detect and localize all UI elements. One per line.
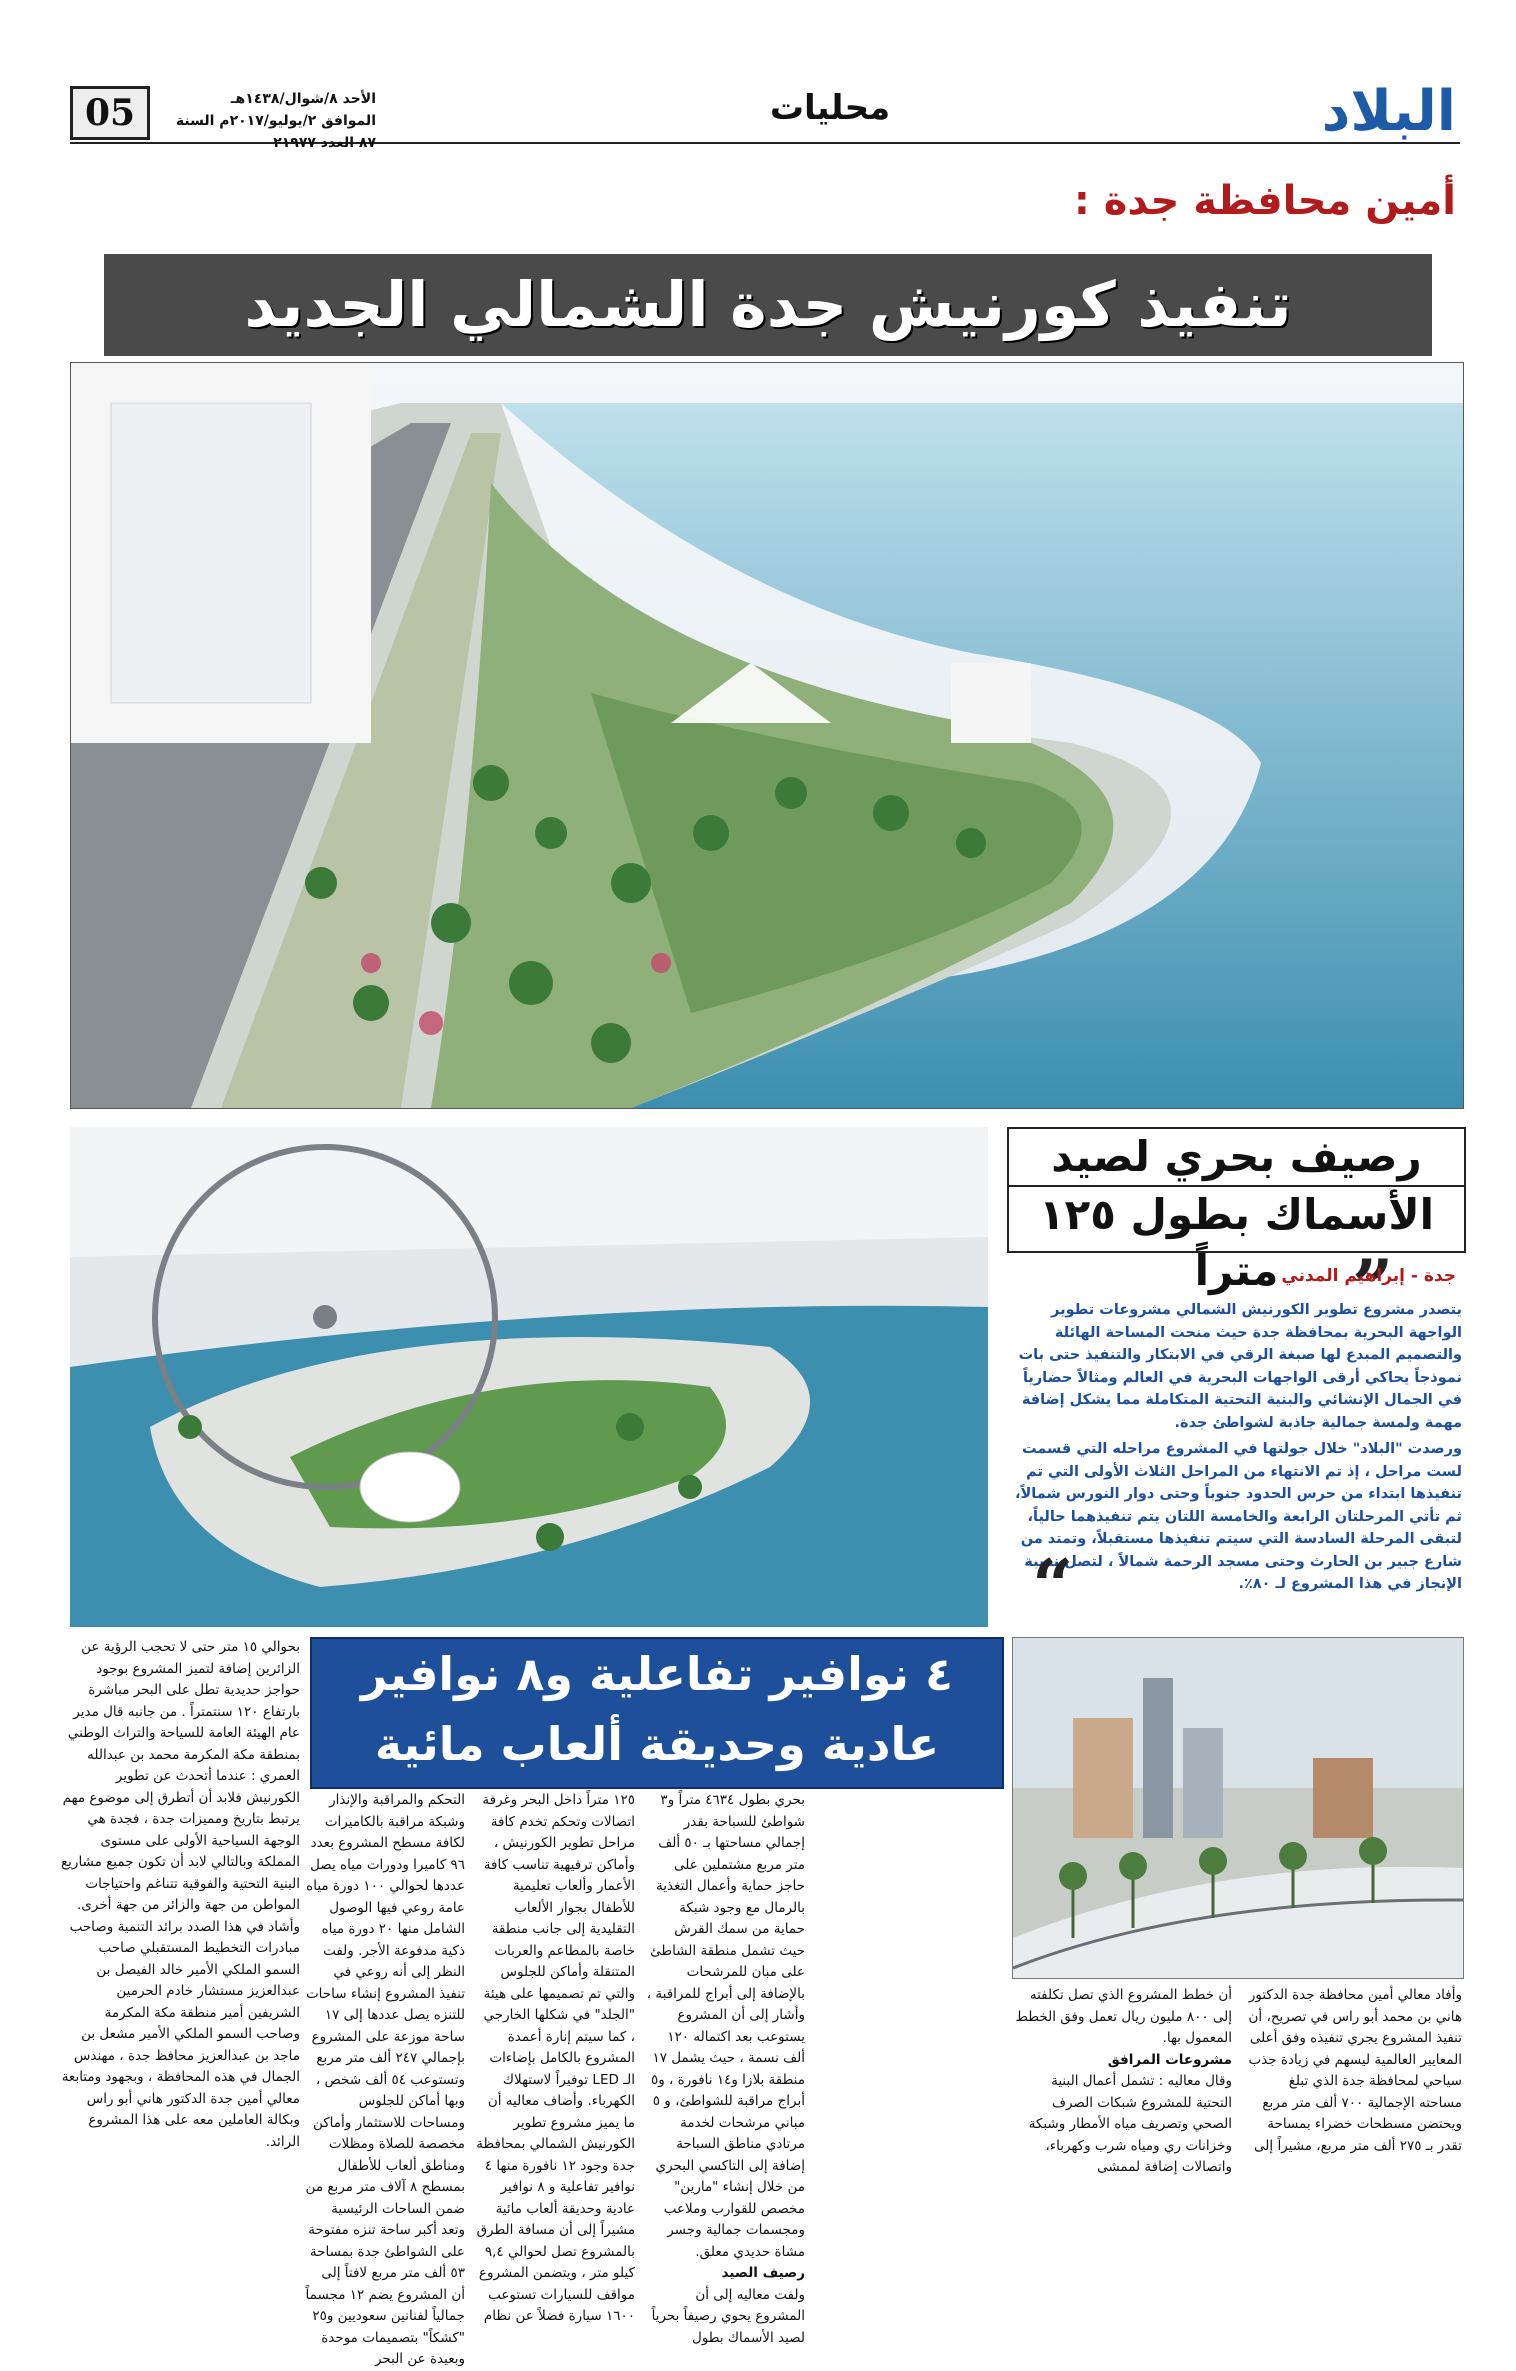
body-column-e — [1242, 1985, 1462, 2157]
body-col-c-subtitle: رصيف الصيد — [721, 2265, 805, 2281]
lead-article — [1007, 1293, 1462, 1596]
body-left-text: بحوالي ١٥ متر حتى لا تحجب الرؤية عن الزائرين إضافة لتميز المشروع بوجود حواجز حديدية تطل على البحر مباشرة بارتفاع ١٢٠ سنتمتراً . من جانبه قال مدير عام الهيئة العامة للسياحة والتراث الوطني بمنطقة مكة المكرمة محمد بن عبدالله العمري : عندما أتحدث عن تطوير الكورنيش فلابد أن أتطرق إلى موضوع مهم يرتبط بتاريخ ومميزات جدة ، فجدة هي الوجهة السياحية الأولى على مستوى المملكة وبالتالي لابد أن تكون جميع مشاريع البنية التحتية والفوقية تتناغم واحتياجات المواطن من جهة والزائر من جهة أخرى. وأشاد في هذا الصدد برائد التنمية وصاحب مبادرات التخطيط المستقبلي صاحب السمو الملكي الأمير خالد الفيصل بن عبدالعزيز مستشار خادم الحرمين الشريفين أمير منطقة مكة المكرمة وصاحب السمو الملكي الأمير مشعل بن ماجد بن عبدالعزيز محافظ جدة ، مهندس الجمال في هذه المحافظة ، وبجهود ومتابعة معالي أمين جدة الدكتور هاني أبو راس وبكالة العاملين معه على هذا المشروع الرائد. — [60, 1639, 300, 2150]
body-col-e-subtitle: مشروعات المرافق — [1107, 2051, 1232, 2068]
section-title: محليات — [769, 88, 891, 128]
subhead-line-2: الأسماك بطول ١٢٥ متراً — [1009, 1185, 1464, 1299]
lead-paragraph-2: ورصدت "البلاد" خلال جولتها في المشروع مراحله التي قسمت لست مراحل ، إذ تم الانتهاء من المراحل الثلاث الأولى التي تم تنفيذها ابتداء من حرس الحدود جنوباً وحتى دوار النورس شمالاً، ثم تأتي المرحلتان الرابعة والخامسة اللتان يتم تنفيذهما حالياً، لتبقى المرحلة السادسة التي سيتم تنفيذها مستقبلاً، وتمتد من شارع جبير بن الحارث وحتى مسجد الرحمة شمالاً ، لتصل نسبة الإنجاز في هذا المشروع لـ ٨٠٪. — [1014, 1441, 1462, 1592]
body-col-c-tail: ولفت معاليه إلى أن المشروع يحوي رصيفاً بحرياً لصيد الأسماك بطول — [651, 2286, 805, 2346]
corniche-photo-illustration — [1013, 1638, 1463, 1978]
second-render-ferris-wheel — [70, 1127, 988, 1627]
body-col-b-text: ١٢٥ متراً داخل البحر وغرفة اتصالات وتحكم تخدم كافة مراحل تطوير الكورنيش ، وأماكن ترفيهية تناسب كافة الأعمار وألعاب تعليمية للأطفال بجوار الألعاب التقليدية إلى جانب منطقة خاصة بالمطاعم والعربات المتنقلة وأماكن للجلوس والتي تم تصميمها على هيئة "الجلد" في شكلها الخارجي ، كما سيتم إنارة أعمدة المشروع بالكامل بإضاءات الـ LED توفيراً لاستهلاك الكهرباء. وأضاف معاليه أن ما يميز مشروع تطوير الكورنيش الشمالي بمحافظة جدة وجود ١٢ نافورة منها ٤ نوافير تفاعلية و ٨ نوافير عادية وحديقة ألعاب مائية مشيراً إلى أن مسافة الطرق بالمشروع تصل لحوالي ٩,٤ كيلو متر ، ويتضمن المشروع مواقف للسيارات تستوعب ١٦٠٠ سيارة فضلاً عن نظام — [476, 1792, 635, 2324]
body-column-d — [1012, 1985, 1232, 2179]
body-column-b — [475, 1790, 635, 2328]
subhead-line-1: رصيف بحري لصيد — [1051, 1132, 1422, 1181]
body-col-e-text: أن خطط المشروع الذي تصل تكلفته إلى ٨٠٠ مليون ريال تعمل وفق الخطط المعمول بها. — [1015, 1987, 1232, 2046]
body-col-a-text: التحكم والمراقبة والإنذار وشبكة مراقبة بالكاميرات لكافة مسطح المشروع بعدد ٩٦ كاميرا ودورات مياه يصل عددها لحوالي ١٠٠ دورة مياه عامة روعي فيها الوصول الشامل منها ٢٠ دورة مياه ذكية مدفوعة الأجر. ولفت النظر إلى أنه روعي في تنفيذ المشروع إنشاء ساحات للتنزه يصل عددها إلى ١٧ ساحة موزعة على المشروع بإجمالي ٢٤٧ ألف متر مربع وتستوعب ٥٤ ألف شخص ، وبها أماكن للجلوس ومساحات للاستثمار وأماكن مخصصة للصلاة ومظلات ومناطق ألعاب للأطفال بمسطح ٨ آلاف متر مربع من ضمن الساحات الرئيسية وتعد أكبر ساحة تنزه مفتوحة على الشواطئ جدة بمساحة ٥٣ ألف متر مربع لافتاً إلى أن المشروع يضم ١٢ مجسماً جمالياً لفنانين سعوديين و٢٥ "كشكاً" بتصميمات موحدة وبعيدة عن البحر — [305, 1792, 465, 2367]
banner-line-2: عادية وحديقة ألعاب مائية — [374, 1717, 940, 1771]
masthead — [70, 79, 1460, 151]
byline: جدة - إبراهيم المدني — [1281, 1266, 1456, 1286]
page-number: 05 — [70, 86, 150, 140]
main-headline: تنفيذ كورنيش جدة الشمالي الجديد — [244, 268, 1292, 341]
body-column-a — [305, 1790, 465, 2371]
body-col-e-tail: وقال معاليه : تشمل أعمال البنية التحتية للمشروع شبكات الصرف الصحي وتصريف مياه الأمطار وشبكة وخزانات ري ومياه شرب وكهرباء، واتصالات إضافة لممشى — [1028, 2073, 1232, 2175]
kicker: أمين محافظة جدة : — [1073, 178, 1456, 224]
dateline — [166, 88, 376, 154]
lead-paragraph-1: يتصدر مشروع تطوير الكورنيش الشمالي مشروعات تطوير الواجهة البحرية بمحافظة جدة حيث منحت المساحة الهائلة والتصميم المبدع لها صبغة الرقي في الابتكار والتنفيذ حتى بات نموذجاً يحاكي أرقى الواجهات البحرية في العالم ومثالاً حضارياً في الجمال الإنشائي والبنية التحتية المتكاملة مما يشكل إضافة مهمة ولمسة جمالية جاذبة لشواطئ جدة. — [1018, 1302, 1462, 1431]
quote-mark-open: ” — [1352, 1243, 1394, 1328]
banner-line-1: ٤ نوافير تفاعلية و٨ نوافير — [360, 1647, 954, 1701]
dateline-hijri: الأحد ٨/شوال/١٤٣٨هـ — [230, 91, 376, 107]
render2-illustration — [70, 1127, 988, 1627]
sub-headline-banner — [310, 1637, 1004, 1789]
hero-corniche-render — [70, 362, 1464, 1109]
newspaper-logo: البلاد — [1321, 79, 1456, 144]
corniche-photo — [1012, 1637, 1464, 1979]
body-col-c-text: بحري بطول ٤٦٣٤ متراً و٣ شواطئ للسباحة بقدر إجمالي مساحتها بـ ٥٠ ألف متر مربع مشتملين على حاجز حماية وأعمال التغذية بالرمال مع وجود شبكة حماية من سمك القرش حيث تشمل منطقة الشاطئ على مبان للمرشحات بالإضافة إلى أبراج للمراقبة ، وأشار إلى أن المشروع يستوعب بعد اكتماله ١٢٠ ألف نسمة ، حيث يشمل ١٧ منطقة بلازا و١٤ نافورة ، و٥ أبراج مراقبة للشواطئ، و ٥ مباني مرشحات لخدمة مرتادي مناطق السباحة إضافة إلى التاكسي البحري من خلال إنشاء "مارين" مخصص للقوارب وملاعب ومجسمات جمالية وجسر مشاة حديدي معلق. — [646, 1792, 805, 2260]
hero-render-illustration — [71, 363, 1463, 1108]
body-column-left — [60, 1637, 300, 2153]
quote-mark-close: “ — [1032, 1543, 1074, 1628]
body-col-d-text: وأفاد معالي أمين محافظة جدة الدكتور هاني بن محمد أبو راس في تصريح، أن تنفيذ المشروع يجري تنفيذه وفق أعلى المعايير العالمية ليسهم في زيادة جذب سياحي لمحافظة جدة الذي تبلغ مساحته الإجمالية ٧٠٠ ألف متر مربع ويحتضن مسطحات خضراء بمساحة تقدر بـ ٢٧٥ ألف متر مربع، مشيراً إلى — [1248, 1987, 1462, 2154]
body-column-c — [645, 1790, 805, 2349]
dateline-gregorian: الموافق ٢/يوليو/٢٠١٧م السنة ٨٧ العدد ٢١٩٧٧ — [175, 113, 376, 151]
